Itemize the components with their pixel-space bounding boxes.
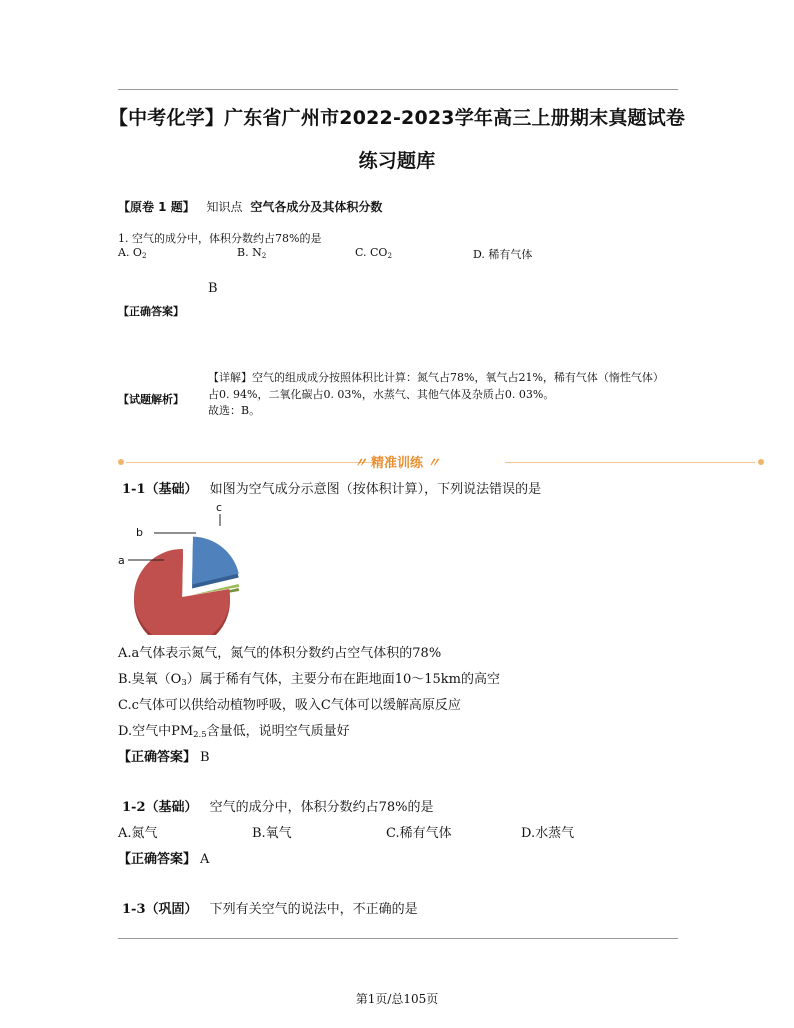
header-rule	[118, 89, 678, 90]
pie-label-b: b	[136, 526, 143, 539]
pie-label-c: c	[216, 501, 223, 514]
question-1-2-stem: 空气的成分中，体积分数约占78%的是	[209, 800, 434, 815]
banner-deco-right: 〃	[427, 456, 441, 471]
knowledge-label: 知识点	[206, 200, 243, 214]
question-1-2-option-a: A.氮气	[118, 826, 158, 841]
question-1-2-tag: 1-2（基础）	[122, 800, 198, 815]
pie-label-a: a	[118, 554, 125, 567]
original-question-header	[118, 198, 382, 215]
banner-line-right	[505, 462, 755, 463]
question-1-1-option-c: C.c气体可以供给动植物呼吸，吸入C气体可以缓解高原反应	[118, 698, 461, 713]
question-1-1	[122, 478, 541, 497]
question-1-1-stem: 如图为空气成分示意图（按体积计算），下列说法错误的是	[209, 482, 542, 497]
page-title: 【中考化学】广东省广州市2022-2023学年高三上册期末真题试卷	[108, 107, 686, 129]
banner-dot-right	[758, 459, 764, 465]
air-composition-pie-chart	[112, 500, 252, 635]
question-1-2	[122, 796, 434, 815]
original-option-b: B. $N_2$	[237, 246, 267, 260]
analysis-line-1: 【详解】空气的组成成分按照体积比计算：氮气占78%，氧气占21%，稀有气体（惰性气体）	[208, 371, 664, 384]
page-number: 第1页/总105页	[355, 992, 439, 1006]
banner-deco-left: 〃	[353, 456, 367, 471]
analysis-label: 【试题解析】	[118, 393, 184, 406]
question-1-2-option-b: B.氧气	[252, 826, 292, 841]
original-option-d: D. 稀有气体	[473, 248, 533, 261]
question-1-1-tag: 1-1（基础）	[122, 482, 198, 497]
original-answer-value: B	[208, 281, 218, 296]
question-1-2-option-c: C.稀有气体	[386, 826, 452, 841]
question-1-2-answer: 【正确答案】 A	[118, 852, 210, 867]
banner-title: 〃 精准训练 〃	[353, 456, 441, 471]
question-1-1-answer: 【正确答案】 B	[118, 750, 210, 765]
original-answer-label: 【正确答案】	[118, 305, 184, 318]
knowledge-point: 空气各成分及其体积分数	[250, 200, 383, 214]
footer-rule	[118, 938, 678, 939]
question-1-3-stem: 下列有关空气的说法中，不正确的是	[209, 902, 418, 917]
original-tag: 【原卷 1 题】	[118, 200, 195, 214]
original-question-stem: 1. 空气的成分中，体积分数约占78%的是	[118, 232, 322, 245]
question-1-3-tag: 1-3（巩固）	[122, 902, 198, 917]
question-1-2-option-d: D.水蒸气	[521, 826, 575, 841]
question-1-1-option-b: B.臭氧$(O_3)$属于稀有气体，主要分布在距地面10～15km的高空	[118, 672, 501, 688]
original-option-a: A. $O_2$	[118, 246, 147, 260]
question-1-3	[122, 898, 418, 917]
original-option-c: C. $CO_2$	[355, 246, 392, 260]
question-1-1-option-d: D.空气中$PM_{2.5}$含量低，说明空气质量好	[118, 724, 350, 740]
analysis-line-2: 占0. 94%，二氧化碳占0. 03%，水蒸气、其他气体及杂质占0. 03%。	[208, 388, 555, 401]
question-1-1-option-a: A.a气体表示氮气，氮气的体积分数约占空气体积的78%	[118, 646, 442, 661]
page-subtitle: 练习题库	[358, 150, 436, 172]
analysis-line-3: 故选：B。	[208, 404, 261, 417]
